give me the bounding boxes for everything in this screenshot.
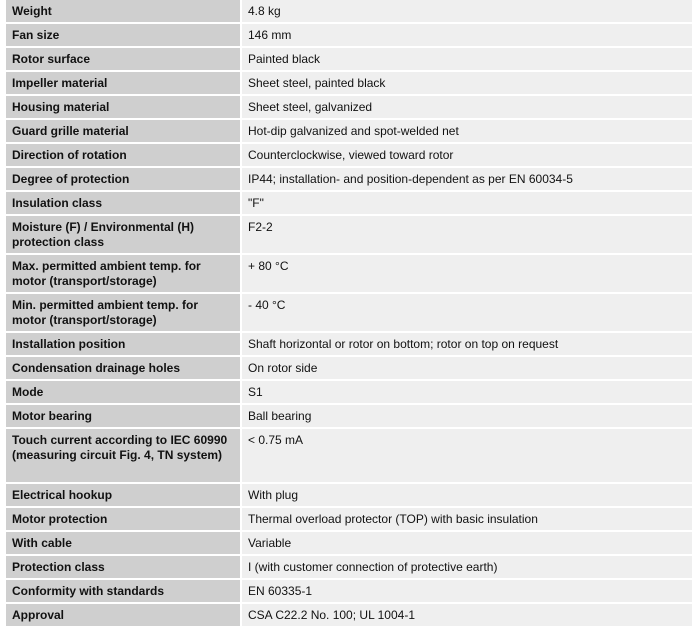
row-value: "F": [242, 192, 692, 216]
row-label: Insulation class: [6, 192, 242, 216]
table-row-motor-bearing: [6, 405, 692, 429]
row-value: Thermal overload protector (TOP) with basic insulation: [242, 508, 692, 532]
row-label: Conformity with standards: [6, 580, 242, 604]
row-value: F2-2: [242, 216, 692, 255]
row-value: Sheet steel, painted black: [242, 72, 692, 96]
row-label: Degree of protection: [6, 168, 242, 192]
row-value: Sheet steel, galvanized: [242, 96, 692, 120]
row-label: Protection class: [6, 556, 242, 580]
table-row-rotor-surface: [6, 48, 692, 72]
row-label: Installation position: [6, 333, 242, 357]
table-row-mode: [6, 381, 692, 405]
row-label: With cable: [6, 532, 242, 556]
row-label: Touch current according to IEC 60990 (measuring circuit Fig. 4, TN system): [6, 429, 242, 484]
table-row-protection-class: [6, 556, 692, 580]
table-row-min-ambient-temp: [6, 294, 692, 333]
table-row-direction-of-rotation: [6, 144, 692, 168]
table-row-guard-grille-material: [6, 120, 692, 144]
row-value: < 0.75 mA: [242, 429, 692, 484]
table-row-moisture-protection-class: [6, 216, 692, 255]
table-row-approval: [6, 604, 692, 628]
row-value: EN 60335-1: [242, 580, 692, 604]
row-value: S1: [242, 381, 692, 405]
row-value: Counterclockwise, viewed toward rotor: [242, 144, 692, 168]
table-row-with-cable: [6, 532, 692, 556]
row-label: Electrical hookup: [6, 484, 242, 508]
row-label: Min. permitted ambient temp. for motor (transport/storage): [6, 294, 242, 333]
row-label: Max. permitted ambient temp. for motor (transport/storage): [6, 255, 242, 294]
spec-table-body: [6, 0, 692, 628]
table-row-installation-position: [6, 333, 692, 357]
row-label: Impeller material: [6, 72, 242, 96]
table-row-weight: [6, 0, 692, 24]
row-value: 4.8 kg: [242, 0, 692, 24]
row-label: Mode: [6, 381, 242, 405]
table-row-conformity-with-standards: [6, 580, 692, 604]
row-value: Painted black: [242, 48, 692, 72]
row-label: Guard grille material: [6, 120, 242, 144]
row-value: Hot-dip galvanized and spot-welded net: [242, 120, 692, 144]
table-row-touch-current: [6, 429, 692, 484]
row-value: 146 mm: [242, 24, 692, 48]
row-label: Motor bearing: [6, 405, 242, 429]
table-row-motor-protection: [6, 508, 692, 532]
row-value: Shaft horizontal or rotor on bottom; rotor on top on request: [242, 333, 692, 357]
row-label: Motor protection: [6, 508, 242, 532]
row-value: I (with customer connection of protective earth): [242, 556, 692, 580]
row-label: Condensation drainage holes: [6, 357, 242, 381]
row-value: IP44; installation- and position-dependent as per EN 60034-5: [242, 168, 692, 192]
table-row-insulation-class: [6, 192, 692, 216]
spec-table: [6, 0, 692, 628]
table-row-degree-of-protection: [6, 168, 692, 192]
row-label: Direction of rotation: [6, 144, 242, 168]
row-label: Moisture (F) / Environmental (H) protection class: [6, 216, 242, 255]
row-value: On rotor side: [242, 357, 692, 381]
row-label: Fan size: [6, 24, 242, 48]
row-value: Ball bearing: [242, 405, 692, 429]
table-row-fan-size: [6, 24, 692, 48]
row-value: With plug: [242, 484, 692, 508]
row-label: Weight: [6, 0, 242, 24]
table-row-housing-material: [6, 96, 692, 120]
row-label: Rotor surface: [6, 48, 242, 72]
table-row-condensation-drainage-holes: [6, 357, 692, 381]
row-label: Approval: [6, 604, 242, 628]
row-value: CSA C22.2 No. 100; UL 1004-1: [242, 604, 692, 628]
row-label: Housing material: [6, 96, 242, 120]
table-row-max-ambient-temp: [6, 255, 692, 294]
table-row-electrical-hookup: [6, 484, 692, 508]
table-row-impeller-material: [6, 72, 692, 96]
row-value: Variable: [242, 532, 692, 556]
row-value: - 40 °C: [242, 294, 692, 333]
row-value: + 80 °C: [242, 255, 692, 294]
